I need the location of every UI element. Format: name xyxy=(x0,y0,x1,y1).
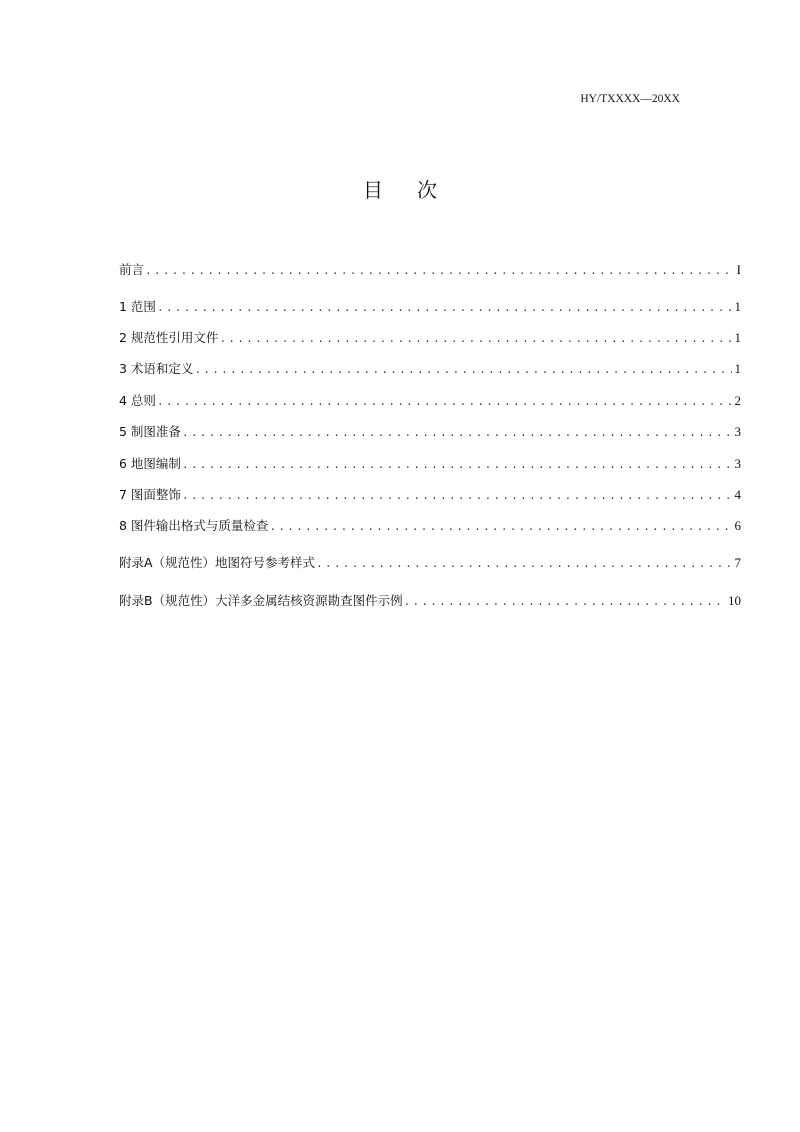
toc-entry-page: 1 xyxy=(734,330,741,345)
dot-leader xyxy=(157,303,732,315)
toc-entry-page: 1 xyxy=(734,299,741,314)
toc-entry-label: 2 规范性引用文件 xyxy=(119,330,219,345)
dot-leader xyxy=(145,266,734,278)
toc-entry[interactable] xyxy=(119,516,741,534)
toc-entry-page: 2 xyxy=(734,393,741,408)
toc-entry-label: 附录B（规范性）大洋多金属结核资源勘查图件示例 xyxy=(119,593,403,608)
toc-entry[interactable] xyxy=(119,359,741,377)
toc-entry[interactable] xyxy=(119,391,741,409)
toc-entry-label: 附录A（规范性）地图符号参考样式 xyxy=(119,555,316,570)
dot-leader xyxy=(316,559,731,571)
toc-entry-page: 6 xyxy=(734,518,741,533)
toc-entry-page: 3 xyxy=(734,456,741,471)
toc-entry[interactable] xyxy=(119,260,741,278)
page-title xyxy=(0,174,800,203)
toc-entry-label: 6 地图编制 xyxy=(119,456,181,471)
dot-leader xyxy=(194,365,731,377)
dot-leader xyxy=(182,428,732,440)
toc-entry[interactable] xyxy=(119,553,741,571)
toc-entry-label: 4 总则 xyxy=(119,393,156,408)
dot-leader xyxy=(182,460,732,472)
dot-leader xyxy=(157,397,732,409)
toc-entry-label: 1 范围 xyxy=(119,299,156,314)
toc-entry-label: 前言 xyxy=(119,262,145,277)
dot-leader xyxy=(269,522,731,534)
toc-entry-page: 4 xyxy=(734,487,741,502)
toc-entry-label: 3 术语和定义 xyxy=(119,361,194,376)
toc-entry[interactable] xyxy=(119,591,741,609)
toc-entry-label: 8 图件输出格式与质量检查 xyxy=(119,518,269,533)
toc-entry[interactable] xyxy=(119,297,741,315)
toc-entry-label: 5 制图准备 xyxy=(119,424,181,439)
title-char: 次 xyxy=(417,178,437,202)
title-char: 目 xyxy=(363,178,383,202)
toc-entry-page: I xyxy=(736,262,741,277)
toc-entry-label: 7 图面整饰 xyxy=(119,487,181,502)
toc-entry[interactable] xyxy=(119,454,741,472)
toc-entry-page: 10 xyxy=(728,593,741,608)
toc-entry[interactable] xyxy=(119,485,741,503)
toc-entry-page: 3 xyxy=(734,424,741,439)
toc-entry[interactable] xyxy=(119,328,741,346)
toc-entry[interactable] xyxy=(119,422,741,440)
dot-leader xyxy=(182,491,732,503)
dot-leader xyxy=(219,334,731,346)
dot-leader xyxy=(404,597,725,609)
toc-entry-page: 1 xyxy=(734,361,741,376)
standard-code: HY/TXXXX—20XX xyxy=(580,93,680,105)
toc-entry-page: 7 xyxy=(734,555,741,570)
